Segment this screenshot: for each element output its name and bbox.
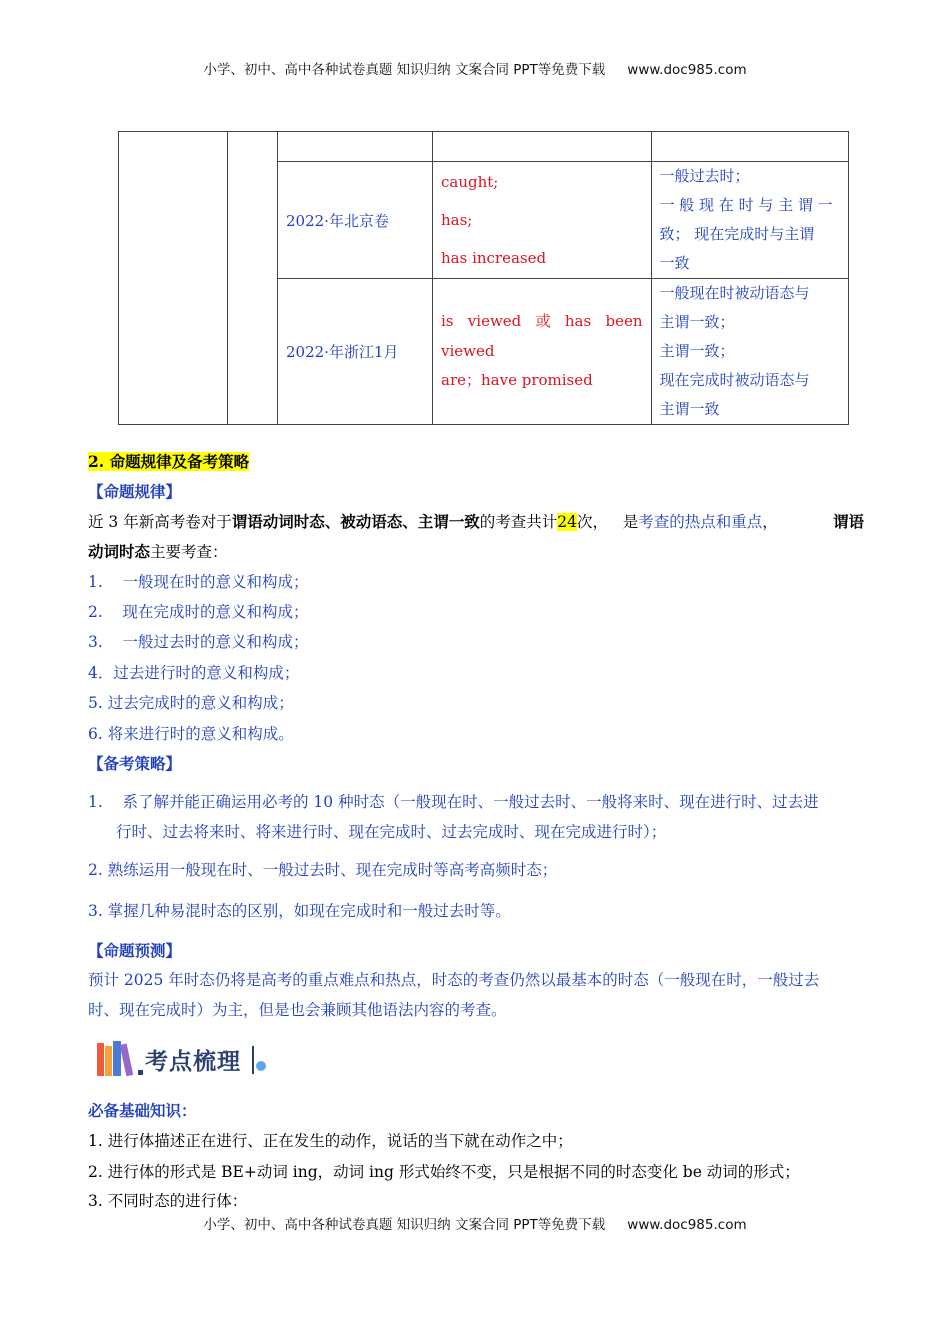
predict-text: 预计 2025 年时态仍将是高考的重点难点和热点，时态的考查仍然以最基本的时态（一般现在时，一般过去 [88, 971, 820, 989]
basics-title: 必备基础知识： [88, 1101, 197, 1120]
logo-title: 考点梳理 [145, 1049, 241, 1075]
answer-line: has increased [441, 249, 547, 267]
answer-line: is viewed 或 has been [441, 312, 643, 331]
footer-text: 小学、初中、高中各种试卷真题 知识归纳 文案合同 PPT等免费下载 [203, 1217, 606, 1233]
header-text: 小学、初中、高中各种试卷真题 知识归纳 文案合同 PPT等免费下载 [203, 62, 606, 78]
point-line: 现在完成时被动语态与 [659, 371, 810, 389]
predict-text: 时、现在完成时）为主，但是也会兼顾其他语法内容的考查。 [88, 1001, 507, 1019]
basics-item: 3. 不同时态的进行体： [88, 1192, 248, 1210]
rule-emphasis: 动词时态 [88, 542, 151, 561]
page-footer [0, 1213, 950, 1233]
answer-cell [433, 162, 652, 279]
header-url[interactable]: www.doc985.com [627, 62, 747, 78]
rule-hotspot: 考查的热点和重点 [638, 513, 763, 531]
point-line: 致； 现在完成时与主谓 [659, 225, 815, 243]
strategy-item-cont: 行时、过去将来时、将来进行时、现在完成时、过去完成时、现在完成进行时）； [116, 823, 667, 841]
strategy-item: 3. 掌握几种易混时态的区别，如现在完成时和一般过去时等。 [88, 902, 511, 920]
rule-item: 2. 现在完成时的意义和构成； [88, 603, 309, 621]
table-cell-empty [433, 132, 652, 162]
point-line: 主谓一致； [659, 342, 735, 360]
answer-cell [433, 279, 652, 425]
rule-text: ， [762, 513, 778, 531]
point-line: 一般现在时被动语态与 [659, 284, 810, 302]
point-cell [651, 162, 848, 279]
answer-line: has; [441, 211, 473, 229]
point-line: 主谓一致； [659, 313, 735, 331]
point-cell [651, 279, 848, 425]
rule-text: 的考查共计 [479, 513, 558, 531]
rule-emphasis: 谓语动词时态、被动语态、主谓一致 [231, 512, 480, 531]
table-cell-empty [228, 132, 278, 425]
rule-paragraph-2 [88, 537, 228, 568]
rule-item: 1. 一般现在时的意义和构成； [88, 573, 309, 591]
basics-item: 2. 进行体的形式是 BE+动词 ing，动词 ing 形式始终不变，只是根据不同的时态变化 be 动词的形式； [88, 1163, 800, 1181]
table-cell-empty [278, 132, 433, 162]
exam-table [118, 131, 849, 425]
strategy-item: 1. 系了解并能正确运用必考的 10 种时态（一般现在时、一般过去时、一般将来时、现在进行时、过去进 [88, 793, 819, 811]
strategy-item: 2. 熟练运用一般现在时、一般过去时、现在完成时等高考高频时态； [88, 861, 558, 879]
answer-line: are；have promised [441, 371, 593, 390]
rule-text: 近 3 年新高考卷对于 [88, 513, 232, 531]
point-line: 一般过去时； [659, 167, 750, 185]
table-row [119, 132, 849, 162]
point-line: 主谓一致 [659, 400, 720, 418]
page-header [0, 58, 950, 78]
source-cell: 2022·年北京卷 [278, 162, 433, 279]
footer-url[interactable]: www.doc985.com [627, 1217, 747, 1233]
rule-item: 3. 一般过去时的意义和构成； [88, 633, 309, 651]
rule-text: 主要考查： [150, 543, 228, 561]
point-line: 一致 [659, 254, 690, 272]
rule-item: 6. 将来进行时的意义和构成。 [88, 725, 294, 743]
rule-item: 4．过去进行时的意义和构成； [88, 664, 300, 682]
basics-item: 1. 进行体描述正在进行、正在发生的动作，说话的当下就在动作之中； [88, 1132, 573, 1150]
rule-text: 次， 是 [576, 513, 639, 531]
answer-line: caught; [441, 173, 499, 191]
source-cell: 2022·年浙江1月 [278, 279, 433, 425]
section-heading: 2. 命题规律及备考策略 [88, 452, 250, 471]
answer-line: viewed [441, 341, 495, 360]
table-cell-empty [651, 132, 848, 162]
rule-item: 5. 过去完成时的意义和构成； [88, 694, 294, 712]
point-line: 一 般 现 在 时 与 主 谓 一 [659, 196, 833, 214]
rule-count: 24 [557, 513, 577, 531]
rule-emphasis: 谓语 [832, 512, 864, 531]
strategy-heading: 【备考策略】 [88, 754, 182, 773]
rule-paragraph [88, 507, 864, 538]
rule-heading: 【命题规律】 [88, 482, 182, 501]
predict-heading: 【命题预测】 [88, 941, 182, 960]
table-cell-empty [119, 132, 228, 425]
section-title [88, 447, 249, 478]
